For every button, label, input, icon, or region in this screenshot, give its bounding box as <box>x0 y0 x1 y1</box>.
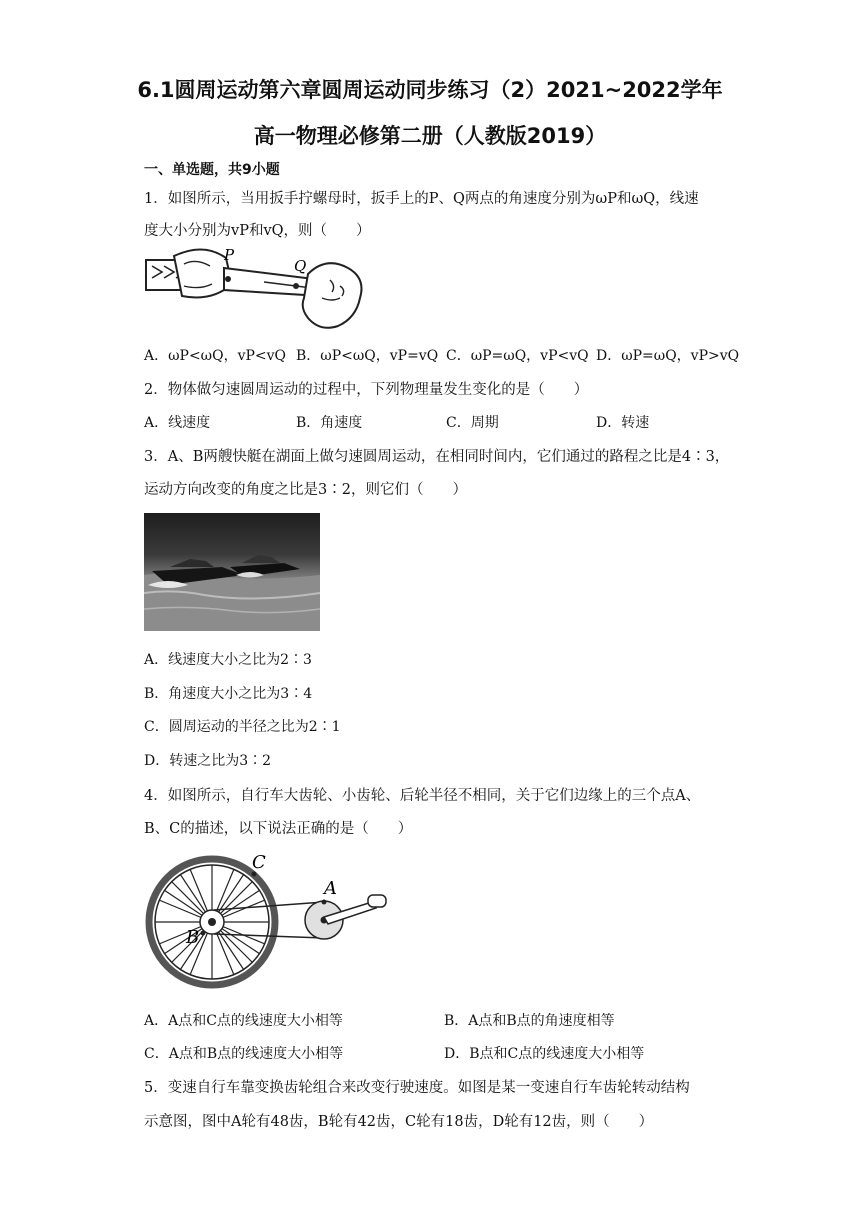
q4-stem-line-1: 4．如图所示，自行车大齿轮、小齿轮、后轮半径不相同，关于它们边缘上的三个点A、 <box>144 788 701 804</box>
wrench-label-p: P <box>224 246 235 264</box>
q4-option-c[interactable]: C．A点和B点的线速度大小相等 <box>144 1046 344 1062</box>
bicycle-label-a: A <box>324 878 337 899</box>
q4-stem-line-2: B、C的描述，以下说法正确的是（ ） <box>144 821 413 837</box>
q3-stem-line-1: 3．A、B两艘快艇在湖面上做匀速圆周运动，在相同时间内，它们通过的路程之比是4∶3， <box>144 449 730 465</box>
wrench-label-q: Q <box>294 257 307 275</box>
q2-option-d[interactable]: D．转速 <box>596 415 650 431</box>
q3-stem-line-2: 运动方向改变的角度之比是3∶2，则它们（ ） <box>144 482 467 498</box>
wrench-figure <box>144 246 366 332</box>
q3-option-c[interactable]: C．圆周运动的半径之比为2∶1 <box>144 719 341 735</box>
q4-option-d[interactable]: D．B点和C点的线速度大小相等 <box>444 1046 645 1062</box>
q2-option-b[interactable]: B．角速度 <box>296 415 363 431</box>
q2-stem: 2．物体做匀速圆周运动的过程中，下列物理量发生变化的是（ ） <box>144 382 589 398</box>
title-line-2: 高一物理必修第二册（人教版2019） <box>253 124 607 148</box>
bicycle-label-b: B <box>186 927 200 948</box>
q3-option-d[interactable]: D．转速之比为3∶2 <box>144 753 272 769</box>
q1-stem-line-1: 1．如图所示，当用扳手拧螺母时，扳手上的P、Q两点的角速度分别为ωP和ωQ，线速 <box>144 191 699 207</box>
q5-stem-line-1: 5．变速自行车靠变换齿轮组合来改变行驶速度。如图是某一变速自行车齿轮转动结构 <box>144 1080 690 1096</box>
speedboats-photo <box>144 513 320 631</box>
q1-option-b[interactable]: B．ωP<ωQ，vP=vQ <box>296 348 439 364</box>
q2-option-a[interactable]: A．线速度 <box>144 415 211 431</box>
q2-option-c[interactable]: C．周期 <box>446 415 499 431</box>
q4-option-b[interactable]: B．A点和B点的角速度相等 <box>444 1013 615 1029</box>
q5-stem-line-2: 示意图，图中A轮有48齿，B轮有42齿，C轮有18齿，D轮有12齿，则（ ） <box>144 1114 654 1130</box>
q4-option-a[interactable]: A．A点和C点的线速度大小相等 <box>144 1013 343 1029</box>
q1-option-a[interactable]: A．ωP<ωQ，vP<vQ <box>144 348 287 364</box>
q1-stem-line-2: 度大小分别为vP和vQ，则（ ） <box>144 223 371 239</box>
bicycle-label-c: C <box>252 852 266 873</box>
q3-option-a[interactable]: A．线速度大小之比为2∶3 <box>144 652 312 668</box>
section-heading: 一、单选题，共9小题 <box>144 162 280 178</box>
q3-option-b[interactable]: B．角速度大小之比为3∶4 <box>144 686 313 702</box>
q1-option-c[interactable]: C．ωP=ωQ，vP<vQ <box>446 348 589 364</box>
q1-option-d[interactable]: D．ωP=ωQ，vP>vQ <box>596 348 740 364</box>
title-line-1: 6.1圆周运动第六章圆周运动同步练习（2）2021~2022学年 <box>137 78 723 102</box>
bicycle-gear-figure <box>144 846 388 996</box>
